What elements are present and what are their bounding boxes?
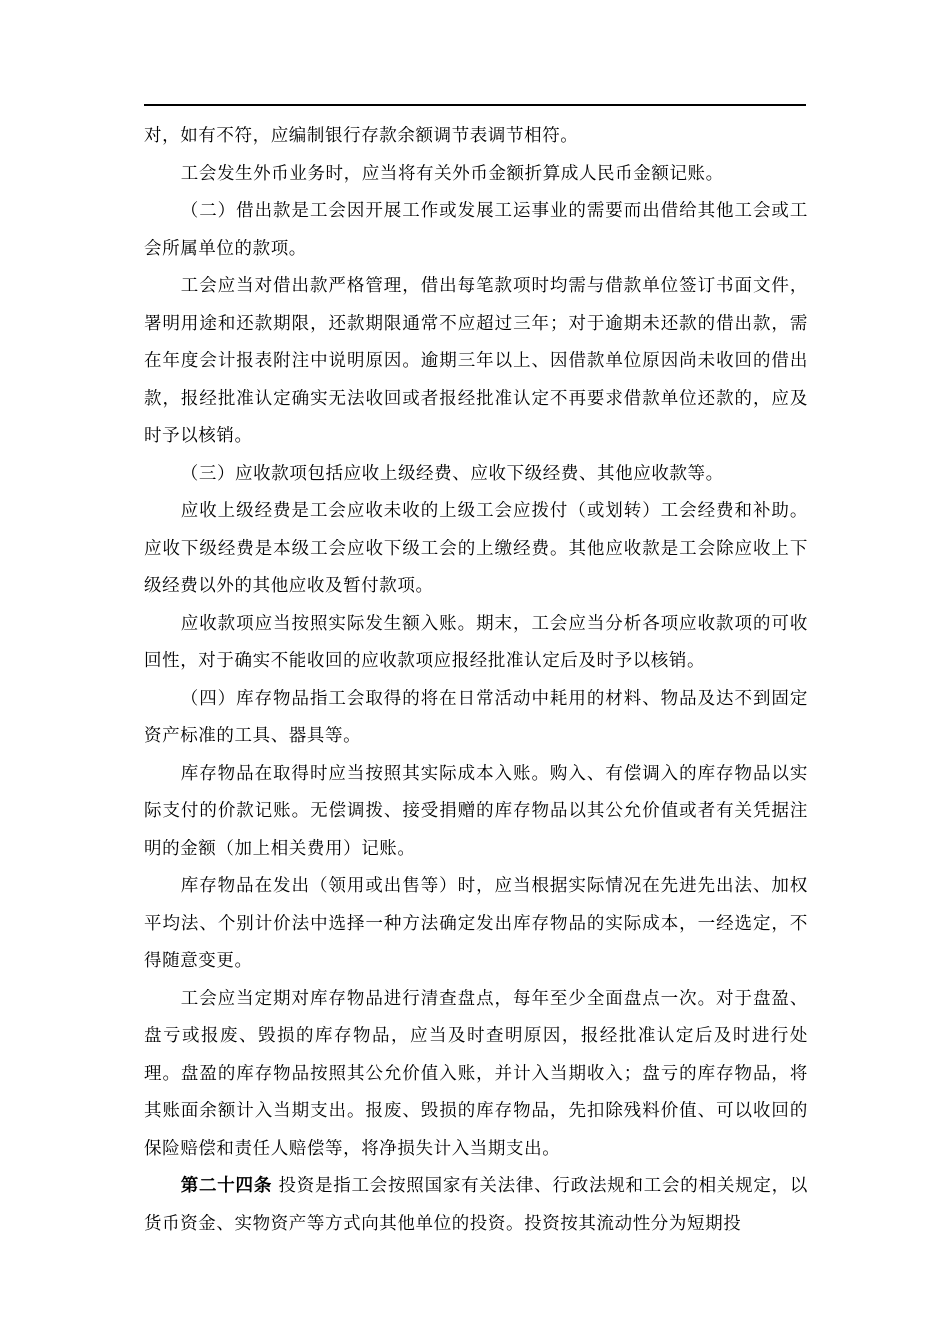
paragraph-7: 应收款项应当按照实际发生额入账。期末，工会应当分析各项应收款项的可收回性，对于确实不能收回的应收款项应报经批准认定后及时予以核销。 — [144, 613, 808, 671]
paragraph-3: （二）借出款是工会因开展工作或发展工运事业的需要而出借给其他工会或工会所属单位的款项。 — [144, 201, 808, 259]
paragraph-5: （三）应收款项包括应收上级经费、应收下级经费、其他应收款等。 — [180, 463, 724, 484]
document-body — [144, 118, 808, 1243]
article-text: 投资是指工会按照国家有关法律、行政法规和工会的相关规定，以货币资金、实物资产等方式向其他单位的投资。投资按其流动性分为短期投 — [144, 1176, 809, 1234]
paragraph-4: 工会应当对借出款严格管理，借出每笔款项时均需与借款单位签订书面文件，署明用途和还款期限，还款期限通常不应超过三年；对于逾期未还款的借出款，需在年度会计报表附注中说明原因。逾期三年以上、因借款单位原因尚未收回的借出款，报经批准认定确实无法收回或者报经批准认定不再要求借款单位还款的，应及时予以核销。 — [144, 276, 808, 446]
paragraph-8: （四）库存物品指工会取得的将在日常活动中耗用的材料、物品及达不到固定资产标准的工具、器具等。 — [144, 688, 808, 746]
article-paragraph — [144, 1168, 808, 1243]
article-number: 第二十四条 — [180, 1176, 273, 1196]
paragraph-9: 库存物品在取得时应当按照其实际成本入账。购入、有偿调入的库存物品以实际支付的价款记账。无偿调拨、接受捐赠的库存物品以其公允价值或者有关凭据注明的金额（加上相关费用）记账。 — [144, 763, 808, 859]
paragraph-11: 工会应当定期对库存物品进行清查盘点，每年至少全面盘点一次。对于盘盈、盘亏或报废、毁损的库存物品，应当及时查明原因，报经批准认定后及时进行处理。盘盈的库存物品按照其公允价值入账，并计入当期收入；盘亏的库存物品，将其账面余额计入当期支出。报废、毁损的库存物品，先扣除残料价值、可以收回的保险赔偿和责任人赔偿等，将净损失计入当期支出。 — [144, 988, 808, 1159]
paragraph-2: 工会发生外币业务时，应当将有关外币金额折算成人民币金额记账。 — [180, 163, 724, 184]
paragraph-10: 库存物品在发出（领用或出售等）时，应当根据实际情况在先进先出法、加权平均法、个别计价法中选择一种方法确定发出库存物品的实际成本，一经选定，不得随意变更。 — [144, 876, 808, 971]
paragraph-1: 对，如有不符，应编制银行存款余额调节表调节相符。 — [144, 126, 579, 146]
paragraph-6: 应收上级经费是工会应收未收的上级工会应拨付（或划转）工会经费和补助。应收下级经费是本级工会应收下级工会的上缴经费。其他应收款是工会除应收上下级经费以外的其他应收及暂付款项。 — [144, 501, 808, 596]
header-rule — [144, 104, 806, 106]
